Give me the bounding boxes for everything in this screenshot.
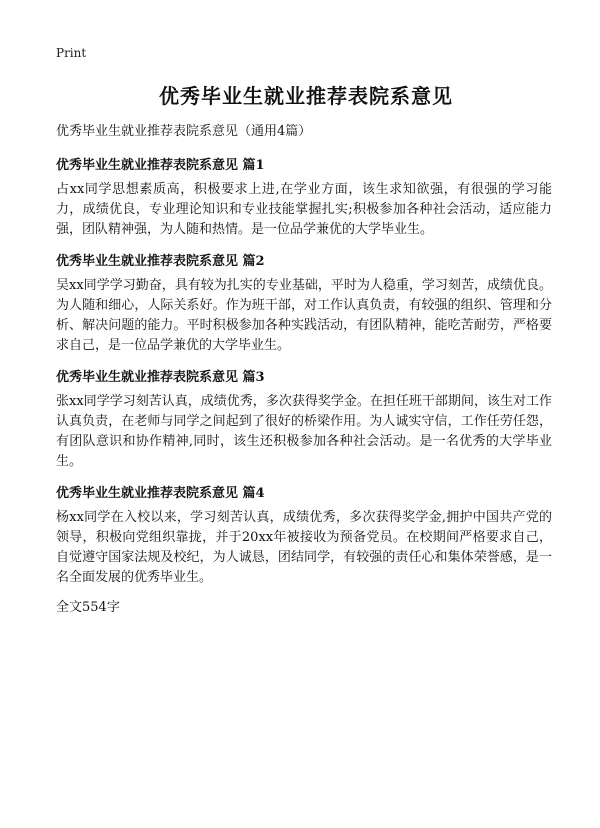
section-heading-1: 优秀毕业生就业推荐表院系意见 篇1 [56,158,265,173]
section-heading-4: 优秀毕业生就业推荐表院系意见 篇4 [56,486,265,501]
section-body-1: 占xx同学思想素质高，积极要求上进,在学业方面，该生求知欲强，有很强的学习能力，成绩优良，专业理论知识和专业技能掌握扎实;积极参加各种社会活动，适应能力强，团队精神强，为人随和热情。是一位品学兼优的大学毕业生。 [56,182,552,237]
word-count: 全文554字 [56,600,120,615]
section-body-4: 杨xx同学在入校以来，学习刻苦认真，成绩优秀，多次获得奖学金,拥护中国共产党的领导，积极向党组织靠拢，并于20xx年被接收为预备党员。在校期间严格要求自己，自觉遵守国家法规及校纪，为人诚恳，团结同学，有较强的责任心和集体荣誉感，是一名全面发展的优秀毕业生。 [56,510,552,585]
document-subtitle: 优秀毕业生就业推荐表院系意见（通用4篇） [56,124,312,139]
print-link[interactable]: Print [56,46,87,60]
page-title: 优秀毕业生就业推荐表院系意见 [159,84,453,108]
section-heading-2: 优秀毕业生就业推荐表院系意见 篇2 [56,254,265,269]
section-heading-3: 优秀毕业生就业推荐表院系意见 篇3 [56,370,265,385]
section-body-3: 张xx同学学习刻苦认真，成绩优秀，多次获得奖学金。在担任班干部期间，该生对工作认真负责，在老师与同学之间起到了很好的桥梁作用。为人诚实守信，工作任劳任怨，有团队意识和协作精神,同时，该生还积极参加各种社会活动。是一名优秀的大学毕业生。 [56,394,552,469]
section-body-2: 吴xx同学学习勤奋，具有较为扎实的专业基础，平时为人稳重，学习刻苦，成绩优良。为人随和细心，人际关系好。作为班干部，对工作认真负责，有较强的组织、管理和分析、解决问题的能力。平时积极参加各种实践活动，有团队精神，能吃苦耐劳，严格要求自己，是一位品学兼优的大学毕业生。 [56,278,552,353]
